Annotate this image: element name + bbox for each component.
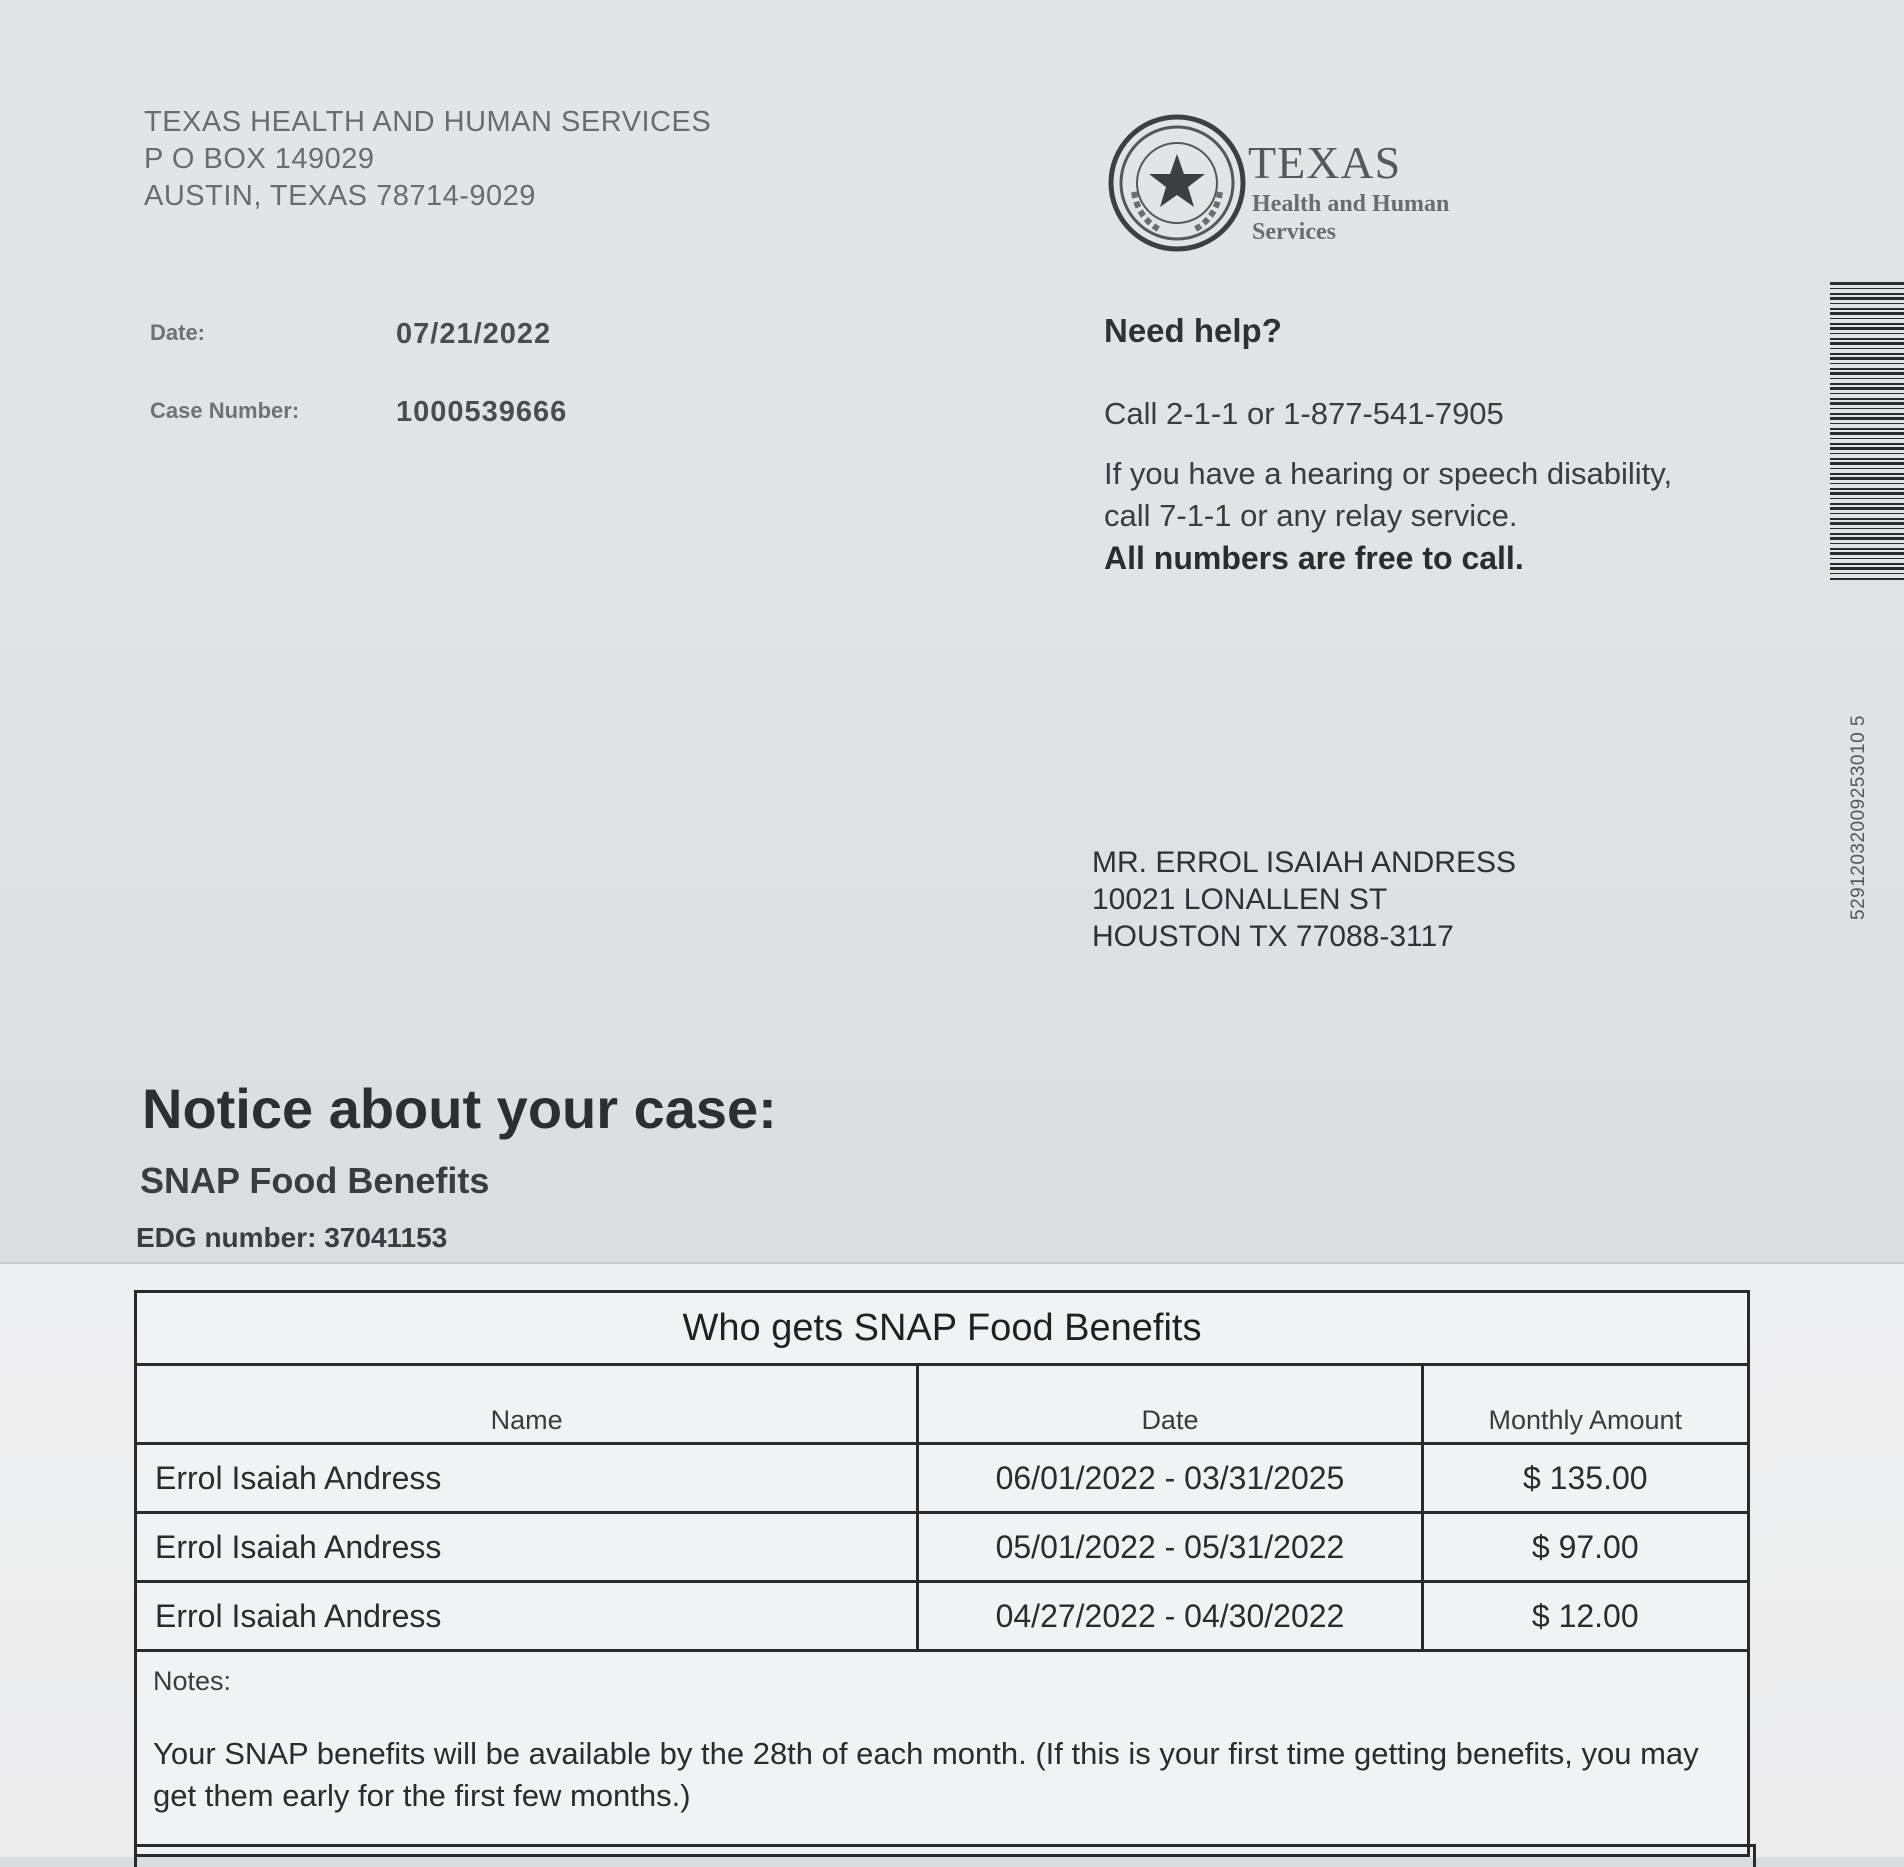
sender-address [144, 104, 711, 215]
recipient-address [1092, 844, 1516, 955]
logo-title: TEXAS [1248, 137, 1402, 188]
seal-icon [1108, 114, 1246, 252]
logo-subtitle [1252, 190, 1449, 246]
row-date: 05/01/2022 - 05/31/2022 [918, 1513, 1422, 1582]
column-header-name: Name [136, 1365, 918, 1444]
row-amount: $ 12.00 [1422, 1582, 1748, 1651]
table-caption: Who gets SNAP Food Benefits [136, 1292, 1749, 1365]
row-name: Errol Isaiah Andress [136, 1444, 918, 1513]
help-free-notice: All numbers are free to call. [1104, 540, 1524, 576]
row-amount: $ 97.00 [1422, 1513, 1748, 1582]
recipient-city: HOUSTON TX 77088-3117 [1092, 920, 1454, 953]
table-row [136, 1513, 1749, 1582]
date-value: 07/21/2022 [396, 318, 552, 350]
column-header-amount: Monthly Amount [1422, 1365, 1748, 1444]
logo-subtitle-line-2: Services [1252, 219, 1336, 245]
case-number-label: Case Number: [150, 398, 300, 423]
case-number-value: 1000539666 [396, 396, 568, 428]
row-date: 04/27/2022 - 04/30/2022 [918, 1582, 1422, 1651]
notes-section [136, 1651, 1749, 1856]
recipient-name: MR. ERROL ISAIAH ANDRESS [1092, 846, 1516, 879]
barcode-graphic [1830, 282, 1904, 580]
help-phone-line: Call 2-1-1 or 1-877-541-7905 [1104, 396, 1504, 431]
notice-program: SNAP Food Benefits [140, 1160, 490, 1201]
texas-seal-logo [1108, 114, 1246, 252]
sender-line-1: TEXAS HEALTH AND HUMAN SERVICES [144, 106, 712, 138]
side-tracking-code: 52912032009253010 5 [1848, 715, 1869, 920]
row-name: Errol Isaiah Andress [136, 1582, 918, 1651]
notes-label: Notes: [153, 1666, 232, 1696]
recipient-street: 10021 LONALLEN ST [1092, 883, 1388, 916]
next-section-box-edge [134, 1844, 1756, 1867]
benefits-table [134, 1290, 1750, 1857]
table-row [136, 1582, 1749, 1651]
sender-line-3: AUSTIN, TEXAS 78714-9029 [144, 180, 536, 212]
date-label: Date: [150, 320, 206, 345]
logo-subtitle-line-1: Health and Human [1252, 191, 1450, 217]
column-header-date: Date [918, 1365, 1422, 1444]
row-amount: $ 135.00 [1422, 1444, 1748, 1513]
notes-text: Your SNAP benefits will be available by the 28th of each month. (If this is your first time getting benefits, you may get them early for the first few months.) [153, 1736, 1699, 1813]
edg-number: EDG number: 37041153 [136, 1222, 448, 1253]
table-row [136, 1444, 1749, 1513]
notice-title: Notice about your case: [142, 1077, 777, 1140]
row-name: Errol Isaiah Andress [136, 1513, 918, 1582]
sender-line-2: P O BOX 149029 [144, 143, 375, 175]
row-date: 06/01/2022 - 03/31/2025 [918, 1444, 1422, 1513]
help-disability-line-2: call 7-1-1 or any relay service. [1104, 498, 1518, 533]
help-disability-line-1: If you have a hearing or speech disability, [1104, 456, 1673, 491]
need-help-heading: Need help? [1104, 312, 1282, 349]
